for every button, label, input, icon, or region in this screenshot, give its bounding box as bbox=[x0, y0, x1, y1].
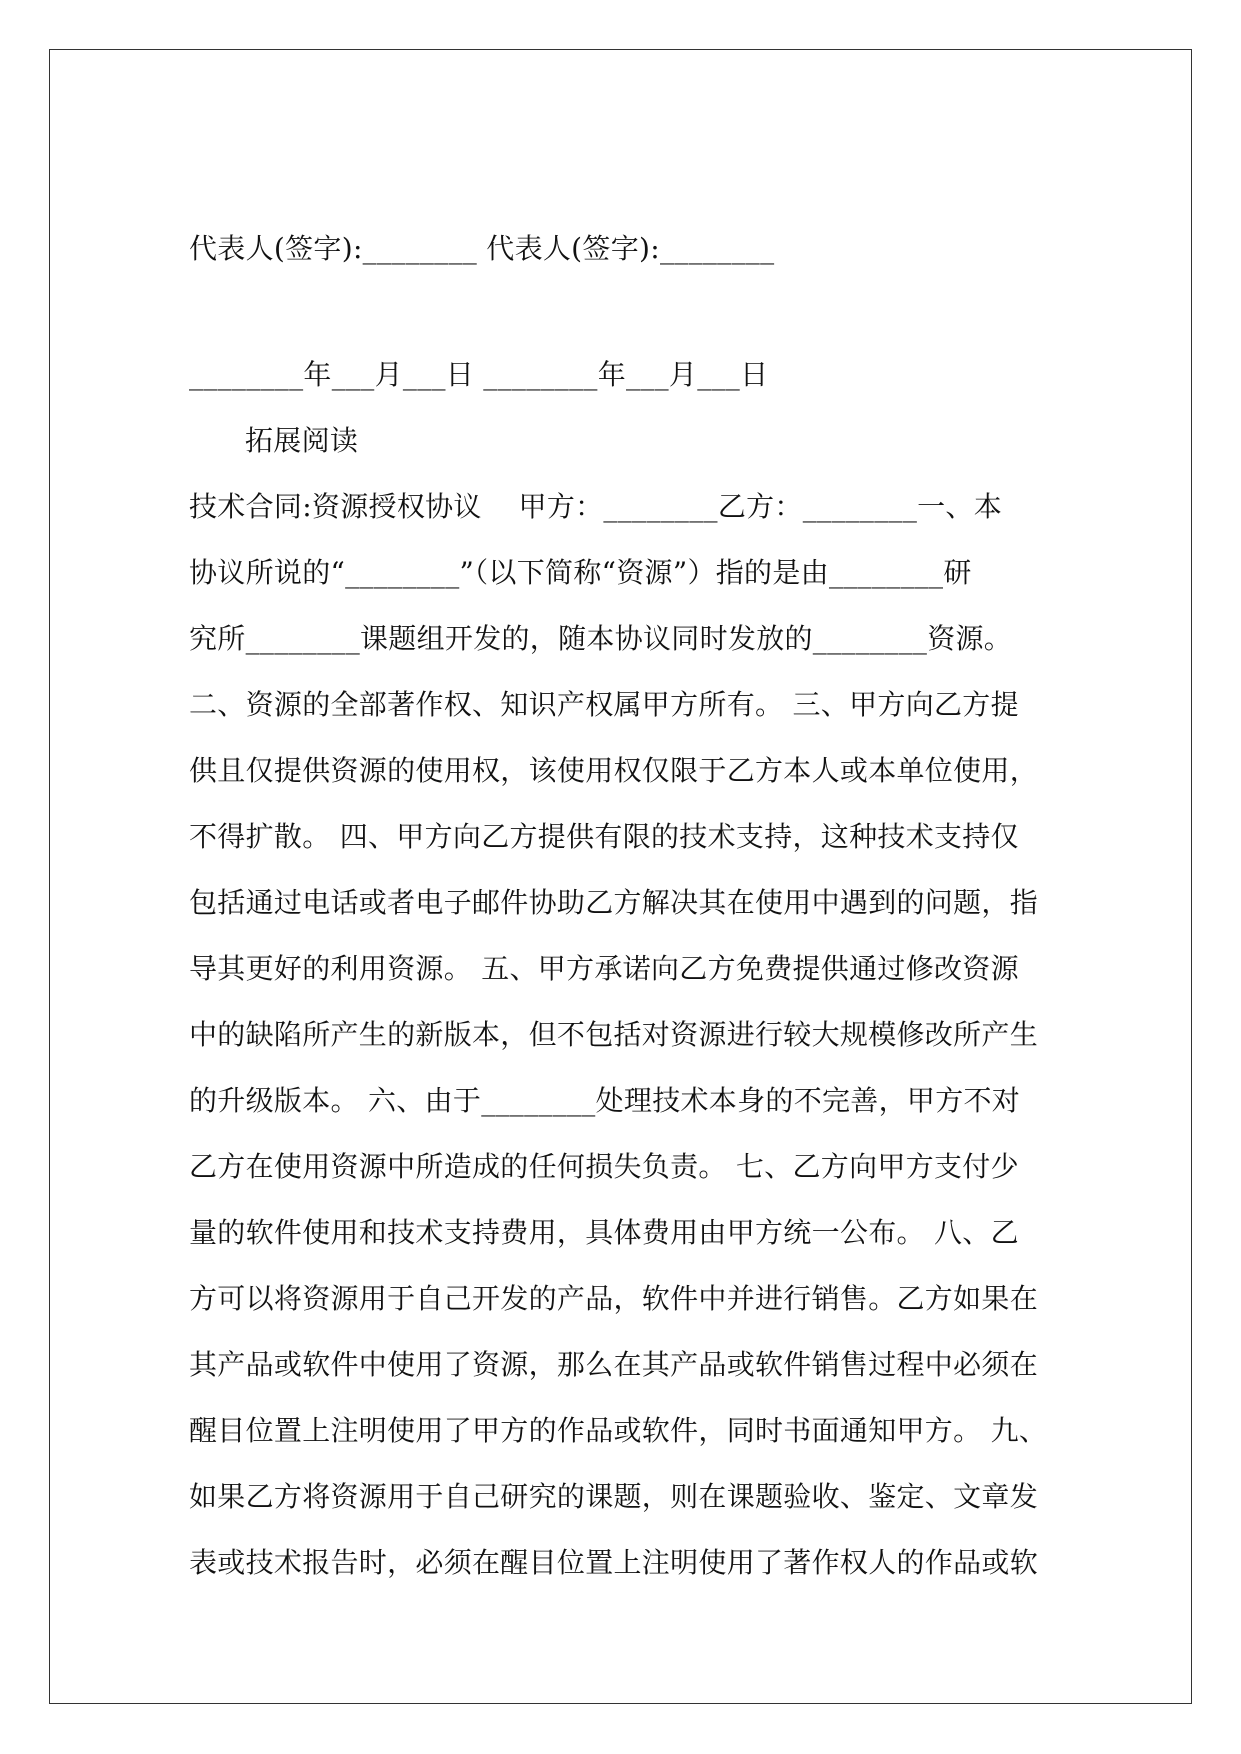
contract-text-line: 不得扩散。 四、甲方向乙方提供有限的技术支持，这种技术支持仅 bbox=[189, 820, 1019, 853]
contract-text-line: 量的软件使用和技术支持费用，具体费用由甲方统一公布。 八、乙 bbox=[189, 1216, 1019, 1249]
contract-text-line: 的升级版本。 六、由于________处理技术本身的不完善，甲方不对 bbox=[189, 1084, 1021, 1117]
contract-text-line: 乙方在使用资源中所造成的任何损失负责。 七、乙方向甲方支付少 bbox=[189, 1150, 1019, 1183]
contract-text-line: 如果乙方将资源用于自己研究的课题，则在课题验收、鉴定、文章发 bbox=[189, 1480, 1039, 1513]
signature-line: 代表人(签字):________ 代表人(签字):________ bbox=[189, 232, 775, 265]
date-line: ________年___月___日 ________年___月___日 bbox=[189, 358, 769, 391]
contract-text-line: 方可以将资源用于自己开发的产品，软件中并进行销售。乙方如果在 bbox=[189, 1282, 1039, 1315]
contract-text-line: 导其更好的利用资源。 五、甲方承诺向乙方免费提供通过修改资源 bbox=[189, 952, 1019, 985]
contract-text-line: 其产品或软件中使用了资源，那么在其产品或软件销售过程中必须在 bbox=[189, 1348, 1039, 1381]
contract-text-line: 供且仅提供资源的使用权，该使用权仅限于乙方本人或本单位使用， bbox=[189, 754, 1039, 787]
contract-text-line: 技术合同:资源授权协议 甲方：________乙方：________一、本 bbox=[189, 490, 1003, 523]
contract-text-line: 协议所说的“________”（以下简称“资源”）指的是由________研 bbox=[189, 556, 972, 589]
contract-text-line: 表或技术报告时，必须在醒目位置上注明使用了著作权人的作品或软 bbox=[189, 1546, 1039, 1579]
contract-text-line: 包括通过电话或者电子邮件协助乙方解决其在使用中遇到的问题，指 bbox=[189, 886, 1039, 919]
extended-reading-heading: 拓展阅读 bbox=[245, 424, 359, 457]
contract-text-line: 醒目位置上注明使用了甲方的作品或软件，同时书面通知甲方。 九、 bbox=[189, 1414, 1048, 1447]
contract-text-line: 中的缺陷所产生的新版本，但不包括对资源进行较大规模修改所产生 bbox=[189, 1018, 1039, 1051]
contract-text-line: 二、资源的全部著作权、知识产权属甲方所有。 三、甲方向乙方提 bbox=[189, 688, 1019, 721]
document-body bbox=[189, 228, 1069, 1583]
contract-text-line: 究所________课题组开发的，随本协议同时发放的________资源。 bbox=[189, 622, 1013, 655]
